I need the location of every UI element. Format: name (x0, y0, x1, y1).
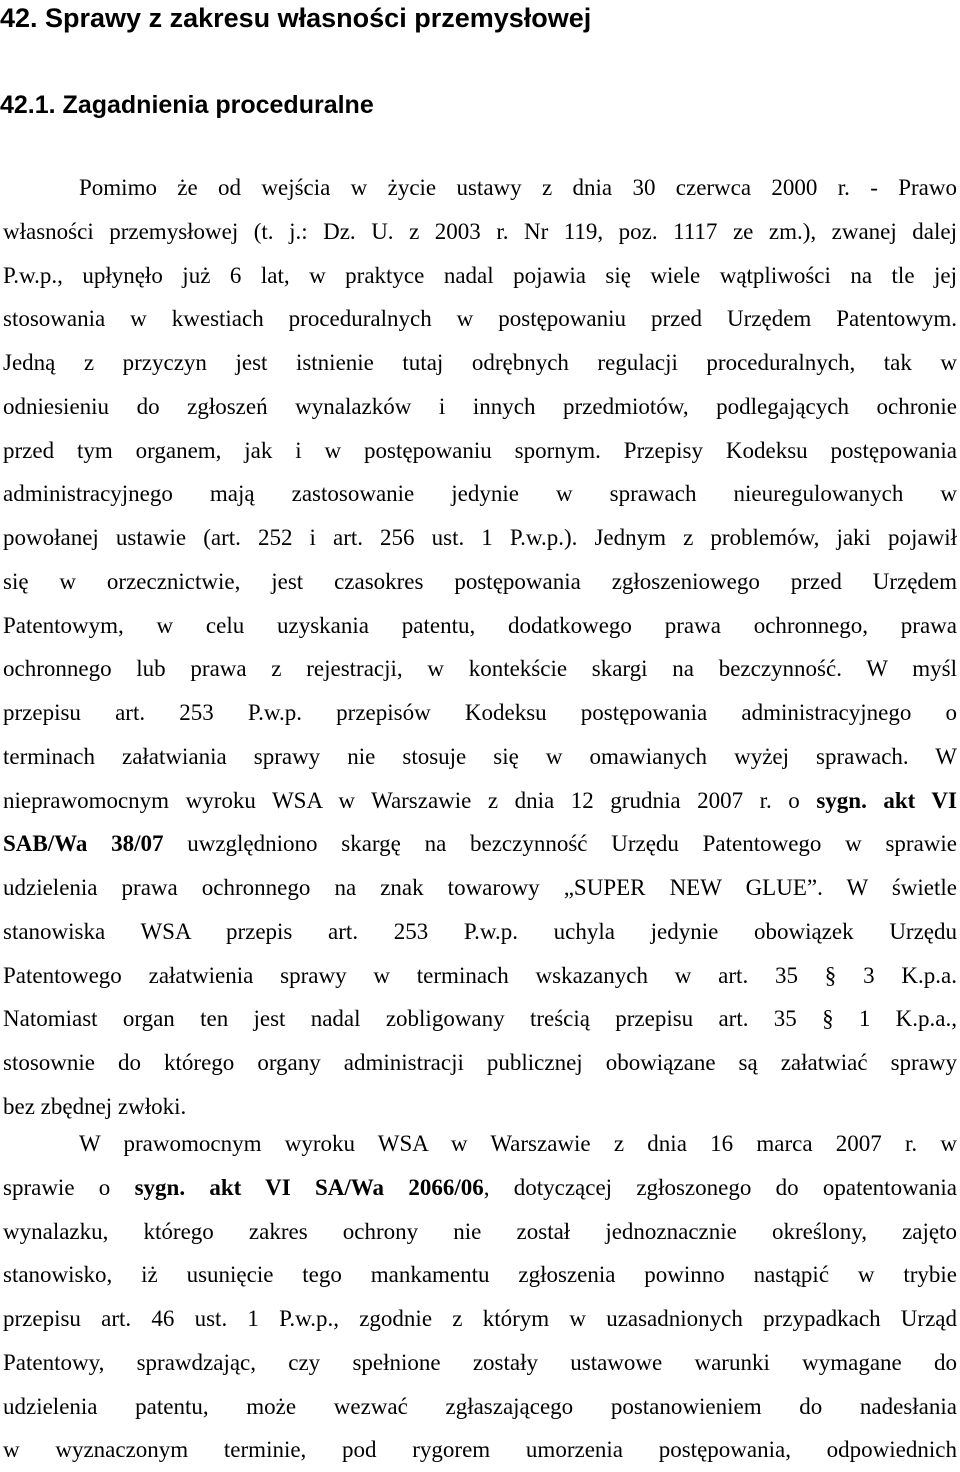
text-line: Jedną z przyczyn jest istnienie tutaj odrębnych regulacji proceduralnych, tak w (3, 350, 957, 375)
text-line: Patentowego załatwienia sprawy w terminach wskazanych w art. 35 § 3 K.p.a. (3, 962, 957, 988)
text-line: P.w.p., upłynęło już 6 lat, w praktyce nadal pojawia się wiele wątpliwości na tle jej (3, 262, 957, 288)
case-reference-bold: SAB/Wa 38/07 (3, 831, 164, 857)
text-line: odniesieniu do zgłoszeń wynalazków i innych przedmiotów, podlegających ochronie (3, 393, 957, 419)
text-line: stanowisko, iż usunięcie tego mankamentu zgłoszenia powinno nastąpić w trybie (3, 1262, 957, 1288)
text-line: stosownie do którego organy administracji publicznej obowiązane są załatwiać sprawy (3, 1050, 957, 1075)
section-heading: 42. Sprawy z zakresu własności przemysłowej (0, 3, 592, 33)
text-run: sprawie o (3, 1174, 111, 1200)
text-line: W prawomocnym wyroku WSA w Warszawie z dnia 16 marca 2007 r. w (79, 1131, 957, 1156)
text-line: Patentowym, w celu uzyskania patentu, dodatkowego prawa ochronnego, prawa (3, 612, 957, 638)
text-line: w wyznaczonym terminie, pod rygorem umorzenia postępowania, odpowiednich (3, 1437, 957, 1463)
text-line: bez zbędnej zwłoki. (3, 1093, 187, 1119)
text-line: się w orzecznictwie, jest czasokres postępowania zgłoszeniowego przed Urzędem (3, 568, 957, 594)
case-reference-bold: sygn. akt VI SA/Wa 2066/06 (134, 1174, 484, 1200)
text-line: przepisu art. 46 ust. 1 P.w.p., zgodnie z którym w uzasadnionych przypadkach Urząd (3, 1306, 957, 1331)
subsection-heading: 42.1. Zagadnienia proceduralne (0, 91, 374, 119)
text-line: administracyjnego mają zastosowanie jedynie w sprawach nieuregulowanych w (3, 481, 957, 507)
text-line: stosowania w kwestiach proceduralnych w postępowaniu przed Urzędem Patentowym. (3, 306, 957, 332)
case-reference-bold: sygn. akt VI (816, 787, 957, 813)
text-line: stanowiska WSA przepis art. 253 P.w.p. uchyla jedynie obowiązek Urzędu (3, 918, 957, 944)
text-line: wynalazku, którego zakres ochrony nie został jednoznacznie określony, zajęto (3, 1218, 957, 1244)
paragraph-1 (3, 166, 957, 1129)
text-run: uwzględniono skargę na bezczynność Urzędu Patentowego w sprawie (187, 831, 958, 857)
text-line: przed tym organem, jak i w postępowaniu spornym. Przepisy Kodeksu postępowania (3, 437, 957, 463)
paragraph-2 (3, 1122, 957, 1472)
text-line: Patentowy, sprawdzając, czy spełnione zostały ustawowe warunki wymagane do (3, 1349, 957, 1375)
text-line: własności przemysłowej (t. j.: Dz. U. z 2003 r. Nr 119, poz. 1117 ze zm.), zwanej dalej (3, 218, 957, 244)
text-line: Pomimo że od wejścia w życie ustawy z dnia 30 czerwca 2000 r. - Prawo (79, 175, 957, 200)
text-line (3, 1166, 957, 1210)
text-line (3, 779, 957, 823)
text-run: nieprawomocnym wyroku WSA w Warszawie z dnia 12 grudnia 2007 r. o (3, 787, 800, 813)
text-line: Natomiast organ ten jest nadal zobligowany treścią przepisu art. 35 § 1 K.p.a., (3, 1006, 957, 1032)
text-line: udzielenia patentu, może wezwać zgłaszającego postanowieniem do nadesłania (3, 1393, 957, 1419)
text-line: terminach załatwiania sprawy nie stosuje się w omawianych wyżej sprawach. W (3, 743, 957, 769)
text-line: powołanej ustawie (art. 252 i art. 256 ust. 1 P.w.p.). Jednym z problemów, jaki pojawił (3, 525, 957, 550)
text-run: , dotyczącej zgłoszonego do opatentowania (483, 1174, 957, 1200)
text-line: przepisu art. 253 P.w.p. przepisów Kodeksu postępowania administracyjnego o (3, 700, 957, 725)
text-line: ochronnego lub prawa z rejestracji, w kontekście skargi na bezczynność. W myśl (3, 656, 957, 682)
text-line: udzielenia prawa ochronnego na znak towarowy „SUPER NEW GLUE”. W świetle (3, 875, 957, 900)
text-line (3, 822, 957, 866)
